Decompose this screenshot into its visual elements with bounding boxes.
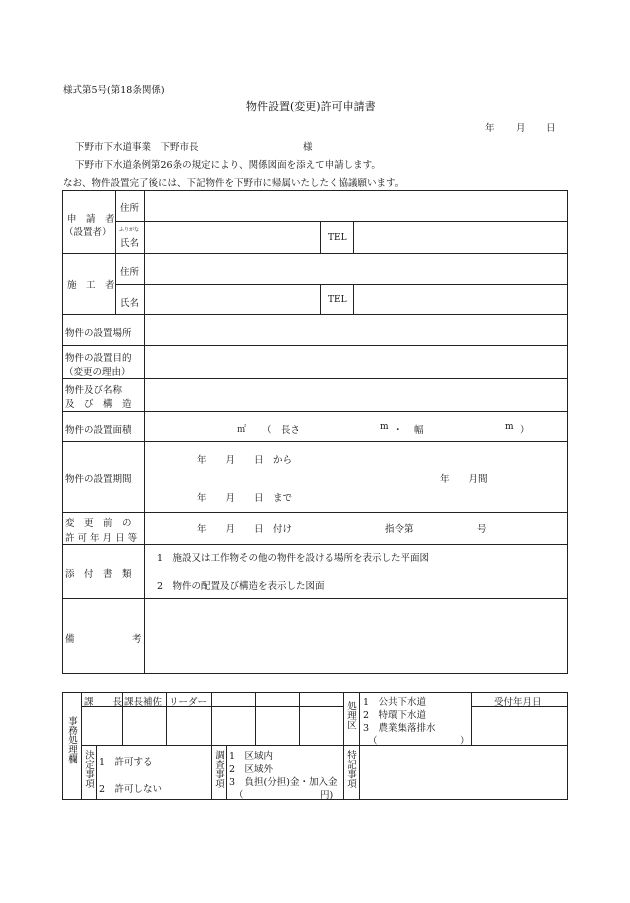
applicant-tel-label: TEL: [328, 233, 347, 243]
attachment-item-1: 1 施設又は工作物その他の物件を設ける場所を表示した平面図: [157, 553, 430, 564]
shori-option-2: 2 特環下水道: [363, 710, 427, 721]
applicant-label-2: （設置者）: [64, 227, 112, 238]
purpose-field[interactable]: [146, 347, 566, 376]
name-structure-label-2: 及 び 構 造: [65, 399, 132, 410]
approval-kacho-hosa: 課長補佐: [124, 697, 163, 708]
intro-line-1: 下野市下水道条例第26条の規定により、関係図面を添えて申請します。: [75, 160, 381, 171]
prev-permit-number: 号: [477, 524, 487, 535]
location-field[interactable]: [146, 316, 566, 343]
kettei-option-1: 1 許可する: [99, 757, 153, 768]
addressee-sama: 様: [303, 142, 313, 153]
period-total: 年 月間: [440, 474, 488, 485]
location-label: 物件の設置場所: [65, 328, 132, 339]
applicant-address-field[interactable]: [146, 193, 566, 219]
prev-permit-label-2: 許 可 年 月 日 等: [65, 533, 138, 544]
chosa-option-3: 3 負担(分担)金・加入金: [229, 777, 338, 788]
date-year: 年: [485, 123, 495, 134]
addressee: 下野市下水道事業 下野市長: [75, 142, 199, 153]
attachments-label: 添 付 書 類: [65, 569, 132, 580]
applicant-name-label: 氏名: [120, 238, 140, 249]
prev-permit-order: 指令第: [385, 524, 414, 535]
form-number: 様式第5号(第18条関係): [63, 85, 165, 96]
shori-option-1: 1 公共下水道: [363, 697, 427, 708]
applicant-label-1: 申 請 者: [67, 214, 115, 225]
approval-leader: リーダー: [169, 697, 208, 708]
applicant-furigana-label: ふりがな: [119, 227, 140, 233]
shori-paren-close: ）: [460, 736, 470, 747]
intro-line-2: なお、物件設置完了後には、下記物件を下野市に帰属いたしたく協議願います。: [63, 178, 405, 189]
remarks-label-b: 考: [132, 634, 142, 645]
purpose-label-1: 物件の設置目的: [65, 353, 132, 364]
contractor-address-field[interactable]: [146, 255, 566, 282]
shori-paren-open: （: [368, 736, 378, 747]
area-paren-close: ）: [520, 425, 530, 436]
area-dot: ・: [393, 425, 403, 436]
area-width-label: 幅: [414, 425, 424, 436]
period-from: 年 月 日 から: [197, 455, 293, 466]
remarks-label-a: 備: [65, 634, 75, 645]
area-label: 物件の設置面積: [65, 425, 132, 436]
approval-kacho: 課 長: [84, 697, 123, 708]
contractor-tel-label: TEL: [328, 295, 347, 305]
kettei-option-2: 2 許可しない: [99, 784, 163, 795]
contractor-name-field[interactable]: [146, 286, 318, 312]
name-structure-field[interactable]: [146, 380, 566, 409]
prev-permit-date: 年 月 日 付け: [197, 524, 293, 535]
contractor-label: 施 工 者: [67, 280, 115, 291]
kettei-label: 決定事項: [83, 750, 94, 788]
office-side-label: 事務処理欄: [66, 716, 77, 764]
name-structure-label-1: 物件及び名称: [65, 385, 123, 396]
contractor-address-label: 住所: [120, 267, 140, 278]
form-title: 物件設置(変更)許可申請書: [246, 100, 376, 113]
period-to: 年 月 日 まで: [197, 493, 293, 504]
chosa-option-2: 2 区域外: [229, 764, 274, 775]
purpose-label-2: （変更の理由）: [64, 367, 131, 378]
uketsuke-label: 受付年月日: [494, 697, 542, 708]
contractor-tel-field[interactable]: [355, 286, 566, 312]
chosa-label: 調査事項: [213, 750, 224, 788]
area-length-unit: m: [380, 422, 389, 432]
shori-option-3: 3 農業集落排水: [363, 723, 436, 734]
period-label: 物件の設置期間: [65, 474, 132, 485]
applicant-address-label: 住所: [120, 203, 140, 214]
applicant-tel-field[interactable]: [355, 223, 566, 251]
date-day: 日: [546, 123, 556, 134]
contractor-name-label: 氏名: [120, 298, 140, 309]
chosa-option-1: 1 区域内: [229, 751, 274, 762]
area-paren-open: （ 長さ: [262, 425, 301, 436]
chosa-paren-close: 円): [320, 790, 334, 801]
area-unit: ㎡: [237, 425, 247, 435]
tokki-label: 特記事項: [345, 750, 356, 788]
area-width-unit: m: [505, 422, 514, 432]
date-month: 月: [516, 123, 526, 134]
shori-ku-label: 処理区: [345, 701, 356, 730]
attachment-item-2: 2 物件の配置及び構造を表示した図面: [157, 581, 325, 592]
applicant-name-field[interactable]: [146, 223, 318, 251]
prev-permit-label-1: 変 更 前 の: [65, 518, 132, 529]
remarks-field[interactable]: [146, 600, 566, 672]
chosa-paren-open: （: [234, 790, 244, 801]
